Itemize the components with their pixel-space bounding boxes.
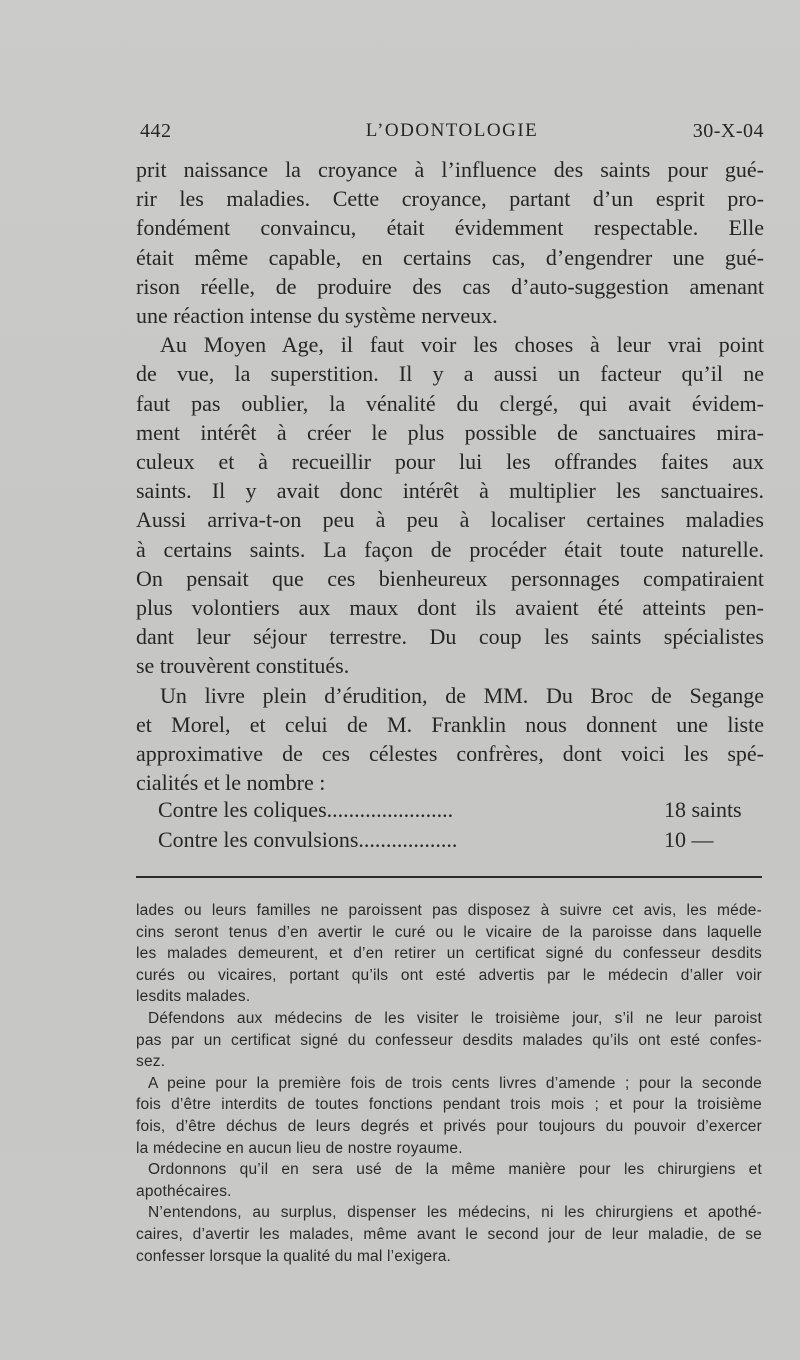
footnote-line: N’entendons, au surplus, dispenser les médecins, ni les chirurgiens et apothé- (148, 1204, 762, 1222)
text-line: une réaction intense du système nerveux. (136, 303, 498, 329)
text-line: Aussi arriva-t-on peu à peu à localiser certaines maladies (136, 507, 764, 533)
footnote-line: sez. (136, 1053, 166, 1071)
journal-title: L’ODONTOLOGIE (365, 120, 539, 141)
text-line: de vue, la superstition. Il y a aussi un facteur qu’il ne (136, 361, 764, 387)
footnote-line: lades ou leurs familles ne paroissent pas disposez à suivre cet avis, les méde- (136, 902, 762, 919)
footnote-line: confesser lorsque la qualité du mal l’exigera. (136, 1247, 452, 1265)
footnote-line: Ordonnons qu’il en sera usé de la même manière pour les chirurgiens et (148, 1161, 762, 1179)
text-line: On pensait que ces bienheureux personnages compatiraient (136, 565, 764, 591)
text-line: faut pas oublier, la vénalité du clergé, qui avait évidem- (136, 390, 764, 416)
text-line: se trouvèrent constitués. (136, 653, 350, 679)
text-line: prit naissance la croyance à l’influence des saints pour gué- (136, 157, 764, 182)
list-item-label: Contre les coliques....................... (158, 797, 454, 822)
text-line: approximative de ces célestes confrères, dont voici les spé- (136, 741, 764, 767)
text-line: Au Moyen Age, il faut voir les choses à leur vrai point (160, 332, 764, 358)
footnote-line: Défendons aux médecins de les visiter le troisième jour, s’il ne leur paroist (148, 1009, 762, 1027)
footnote-line: apothécaires. (136, 1182, 232, 1200)
main-text (136, 155, 764, 797)
list-item (158, 797, 762, 827)
footnote-line: caires, d’avertir les malades, même avant le second jour de leur maladie, de se (136, 1225, 762, 1243)
text-line: rir les maladies. Cette croyance, partant d’un esprit pro- (136, 186, 764, 212)
text-line: plus volontiers aux maux dont ils avaient été atteints pen- (136, 595, 764, 621)
footnote-line: curés ou vicaires, portant qu’ils ont esté advertis par le médecin d’aller voir (136, 966, 762, 984)
footnotes (136, 900, 762, 1267)
list-item-count: 18 saints (664, 797, 742, 822)
text-line: à certains saints. La façon de procéder était toute naturelle. (136, 536, 764, 562)
footnote-line: fois d’être interdits de toutes fonctions pendant trois mois ; et pour la troisième (136, 1096, 762, 1114)
running-head (140, 120, 764, 150)
issue-date: 30-X-04 (692, 120, 764, 142)
text-line: était même capable, en certains cas, d’engendrer une gué- (136, 244, 764, 270)
text-line: dant leur séjour terrestre. Du coup les saints spécialistes (136, 624, 764, 650)
list-item-count: 10 — (664, 827, 714, 852)
text-line: ment intérêt à créer le plus possible de sanctuaires mira- (136, 419, 764, 445)
footnote-divider (136, 876, 762, 878)
text-line: Un livre plein d’érudition, de MM. Du Broc de Segange (160, 682, 764, 708)
text-line: rison réelle, de produire des cas d’auto-suggestion amenant (136, 273, 764, 299)
text-line: saints. Il y avait donc intérêt à multiplier les sanctuaires. (136, 478, 764, 504)
footnote-line: les malades demeurent, et d’en retirer un certificat signé du confesseur desdits (136, 945, 762, 963)
footnote-line: la médecine en aucun lieu de nostre royaume. (136, 1139, 463, 1157)
footnote-line: pas par un certificat signé du confesseur desdits malades qu’ils ont esté confes- (136, 1031, 762, 1049)
footnote-line: A peine pour la première fois de trois cents livres d’amende ; pour la seconde (148, 1074, 762, 1092)
footnote-line: cins seront tenus d’en avertir le curé ou le vicaire de la paroisse dans laquelle (136, 923, 762, 941)
text-line: fondément convaincu, était évidemment respectable. Elle (136, 215, 764, 241)
page-number: 442 (140, 120, 172, 142)
text-line: cialités et le nombre : (136, 770, 326, 796)
text-line: culeux et à recueillir pour lui les offrandes faites aux (136, 449, 764, 475)
saints-list (158, 797, 762, 857)
text-line: et Morel, et celui de M. Franklin nous donnent une liste (136, 711, 764, 737)
footnote-line: fois, d’être déchus de leurs degrés et privés pour toujours du pouvoir d’exercer (136, 1117, 762, 1135)
footnote-line: lesdits malades. (136, 988, 251, 1006)
list-item (158, 827, 762, 857)
list-item-label: Contre les convulsions.................. (158, 827, 458, 852)
